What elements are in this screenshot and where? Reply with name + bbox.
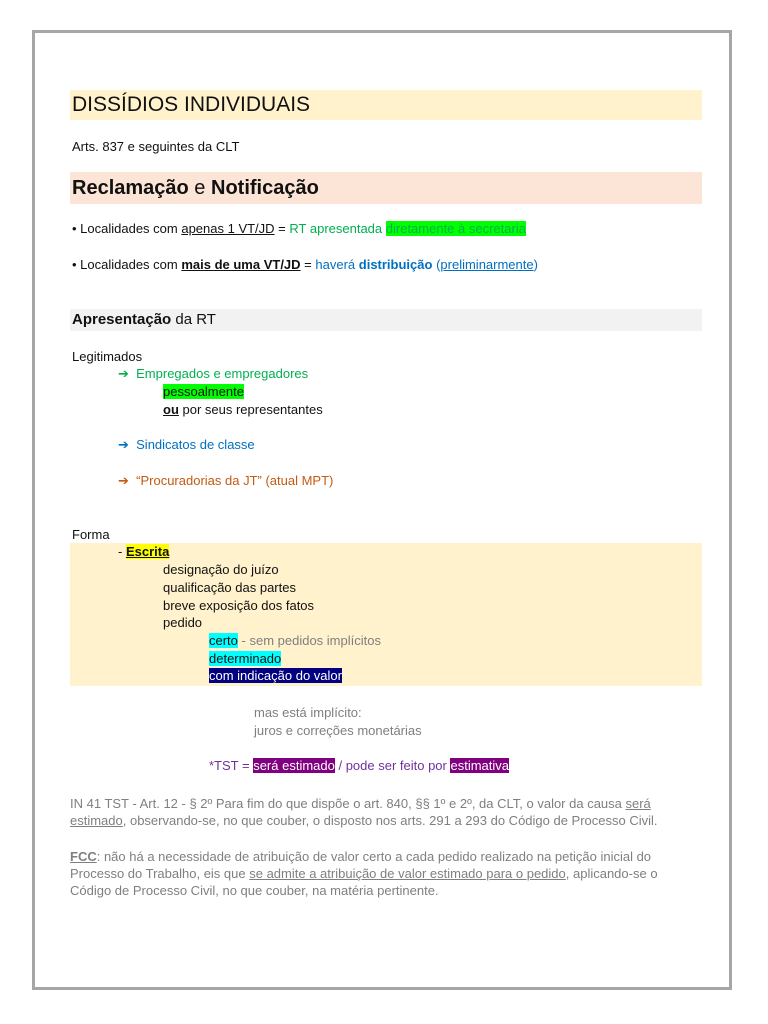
arrow-icon: ➔ [118, 473, 129, 488]
legit-item-1: ➔ Empregados e empregadores [118, 366, 309, 381]
legit-item-1b: ou por seus representantes [163, 402, 323, 417]
bullet-line-1: • Localidades com apenas 1 VT/JD = RT apresentada diretamente à secretaria [72, 221, 526, 236]
pedido-valor: com indicação do valor [209, 668, 342, 683]
forma-escrita: - Escrita [118, 544, 170, 559]
pedido-certo: certo - sem pedidos implícitos [209, 633, 381, 648]
legit-item-3: ➔ “Procuradorias da JT” (atual MPT) [118, 473, 334, 488]
forma-label: Forma [72, 527, 110, 542]
document-page [32, 30, 732, 990]
main-title: DISSÍDIOS INDIVIDUAIS [72, 93, 311, 116]
forma-line-1: designação do juízo [163, 562, 279, 577]
legit-item-1a: pessoalmente [163, 384, 244, 399]
subtitle-arts: Arts. 837 e seguintes da CLT [72, 139, 240, 154]
section-title: Reclamação e Notificação [72, 177, 319, 199]
implicito-line-1: mas está implícito: [254, 705, 362, 720]
arrow-icon: ➔ [118, 366, 129, 381]
bullet-line-2: • Localidades com mais de uma VT/JD = haverá distribuição (preliminarmente) [72, 257, 538, 272]
forma-line-3: breve exposição dos fatos [163, 598, 315, 613]
fcc-paragraph: FCC: não há a necessidade de atribuição de valor certo a cada pedido realizado na petição inicial do Processo do Trabalho, eis que se admite a atribuição de valor estimado para o pedido, aplicando-se o Código de Processo Civil, no que couber, na matéria pertinente. [70, 849, 658, 898]
subsection-title: Apresentação da RT [72, 311, 216, 328]
legit-item-2: ➔ Sindicatos de classe [118, 437, 255, 452]
pedido-determinado: determinado [209, 651, 282, 666]
arrow-icon: ➔ [118, 437, 129, 452]
in41-paragraph: IN 41 TST - Art. 12 - § 2º Para fim do que dispõe o art. 840, §§ 1º e 2º, da CLT, o valor da causa será estimado, observando-se, no que couber, o disposto nos arts. 291 a 293 do Código de Processo Civil. [70, 796, 658, 828]
forma-line-4: pedido [163, 615, 203, 630]
tst-note: *TST = será estimado / pode ser feito por estimativa [209, 758, 510, 773]
implicito-line-2: juros e correções monetárias [254, 723, 422, 738]
forma-line-2: qualificação das partes [163, 580, 296, 595]
legitimados-label: Legitimados [72, 349, 143, 364]
